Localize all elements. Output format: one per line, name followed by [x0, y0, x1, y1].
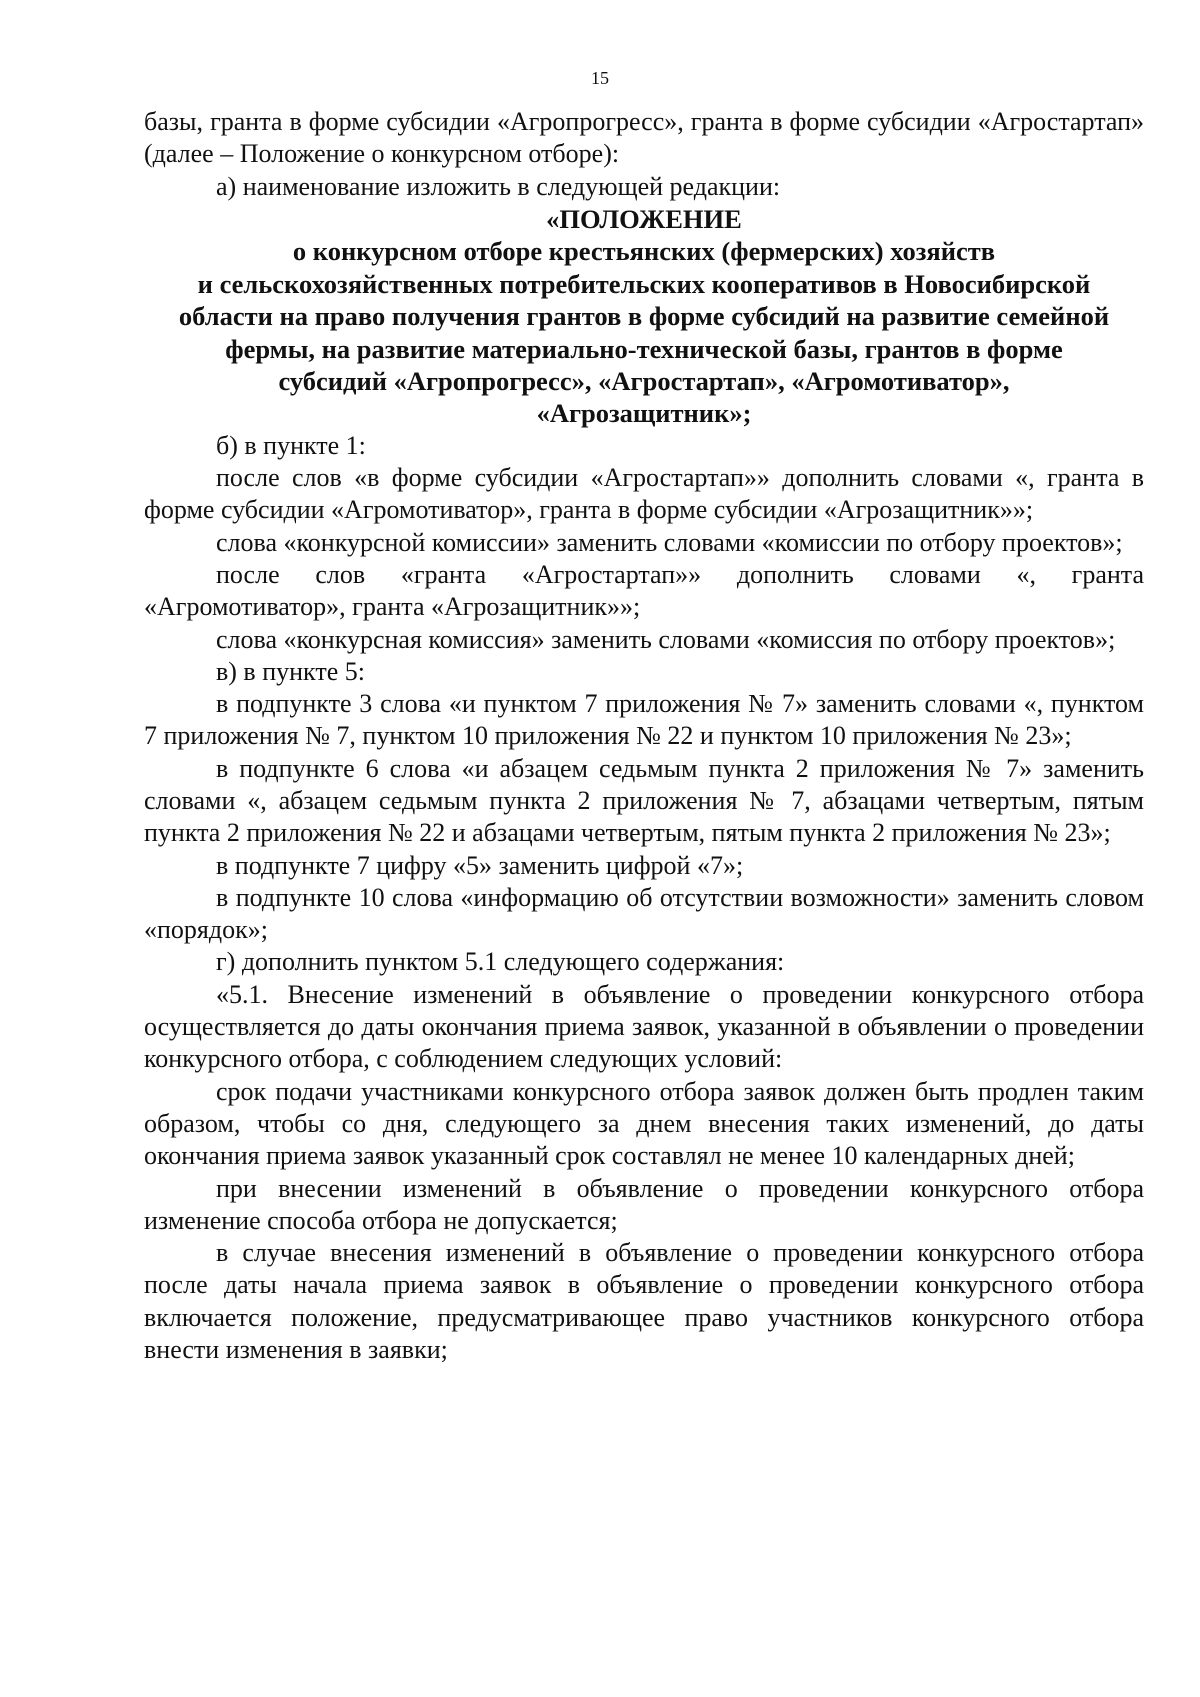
title-line: фермы, на развитие материально-технической базы, грантов в форме	[225, 333, 1063, 364]
item-v-heading: в) в пункте 5:	[216, 656, 365, 686]
item-v-paragraph-2: в подпункте 6 слова «и абзацем седьмым пункта 2 приложения № 7» заменить словами «, абзацем седьмым пункта 2 приложения № 7, абзацами четвертым, пятым пункта 2 приложения № 22 и абзацами четвертым, пятым пункта 2 приложения № 23»;	[144, 753, 1144, 848]
item-b-paragraph-2: слова «конкурсной комиссии» заменить словами «комиссии по отбору проектов»;	[216, 527, 1123, 557]
item-g-paragraph-2: срок подачи участниками конкурсного отбора заявок должен быть продлен таким образом, чтобы со дня, следующего за днем внесения таких изменений, до даты окончания приема заявок указанный срок составлял не менее 10 календарных дней;	[144, 1076, 1144, 1171]
item-g-paragraph-3: при внесении изменений в объявление о проведении конкурсного отбора изменение способа отбора не допускается;	[144, 1173, 1144, 1235]
regulation-title	[144, 203, 1144, 430]
item-a-paragraph: а) наименование изложить в следующей редакции:	[216, 171, 781, 201]
item-b-paragraph-1: после слов «в форме субсидии «Агростартап»» дополнить словами «, гранта в форме субсидии «Агромотиватор», гранта в форме субсидии «Агрозащитник»»;	[144, 463, 1144, 525]
item-b-paragraph-3: после слов «гранта «Агростартап»» дополнить словами «, гранта «Агромотиватор», гранта «Агрозащитник»»;	[144, 559, 1144, 622]
title-line: «Агрозащитник»;	[536, 398, 752, 429]
item-g-paragraph-1: «5.1. Внесение изменений в объявление о проведении конкурсного отбора осуществляется до даты окончания приема заявок, указанной в объявлении о проведении конкурсного отбора, с соблюдением следующих условий:	[144, 979, 1144, 1074]
intro-paragraph: базы, гранта в форме субсидии «Агропрогресс», гранта в форме субсидии «Агростартап» (далее – Положение о конкурсном отборе):	[144, 107, 1144, 169]
item-b-paragraph-4: слова «конкурсная комиссия» заменить словами «комиссия по отбору проектов»;	[216, 624, 1116, 654]
item-v-paragraph-3: в подпункте 7 цифру «5» заменить цифрой «7»;	[216, 850, 744, 880]
item-b-heading: б) в пункте 1:	[216, 430, 366, 460]
item-g-paragraph-4: в случае внесения изменений в объявление о проведении конкурсного отбора после даты начала приема заявок в объявление о проведении конкурсного отбора включается положение, предусматривающее право участников конкурсного отбора внести изменения в заявки;	[144, 1238, 1144, 1365]
title-line: «ПОЛОЖЕНИЕ	[546, 203, 742, 234]
page-number: 15	[591, 68, 609, 88]
item-v-paragraph-1: в подпункте 3 слова «и пунктом 7 приложения № 7» заменить словами «, пунктом 7 приложения № 7, пунктом 10 приложения № 22 и пунктом 10 приложения № 23»;	[144, 689, 1144, 751]
item-v-paragraph-4: в подпункте 10 слова «информацию об отсутствии возможности» заменить словом «порядок»;	[144, 882, 1144, 945]
title-line: о конкурсном отборе крестьянских (фермерских) хозяйств	[292, 236, 996, 267]
title-line: и сельскохозяйственных потребительских кооперативов в Новосибирской	[197, 268, 1091, 299]
title-line: субсидий «Агропрогресс», «Агростартап», «Агромотиватор»,	[278, 365, 1010, 396]
document-body	[144, 106, 1144, 1366]
item-g-heading: г) дополнить пунктом 5.1 следующего содержания:	[216, 947, 785, 977]
title-line: области на право получения грантов в форме субсидий на развитие семейной	[178, 301, 1110, 332]
